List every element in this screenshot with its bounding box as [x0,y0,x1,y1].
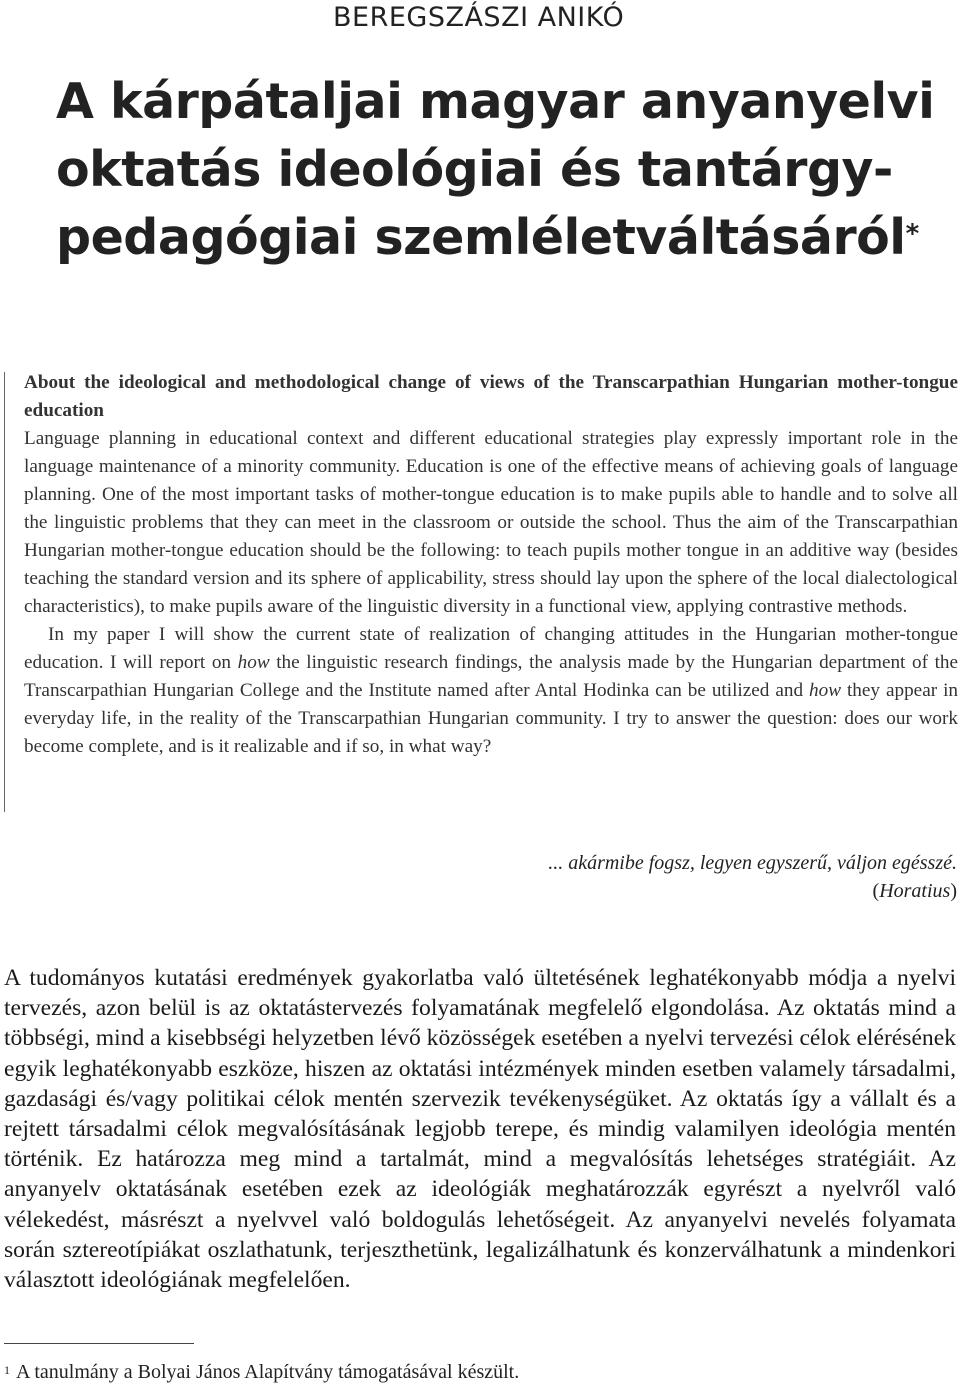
abstract-title: About the ideological and methodological change of views of the Transcarpathian Hungarian mother-tongue education [24,372,958,421]
abstract-paragraph-1: Language planning in educational context and different educational strategies play expressly important role in the language maintenance of a minority community. Education is one of the effective means of achieving goals of language planning. One of the most important tasks of mother-tongue education is to make pupils able to handle and to solve all the linguistic problems that they can meet in the classroom or outside the school. Thus the aim of the Transcarpathian Hungarian mother-tongue education should be the following: to teach pupils mother tongue in an additive way (besides teaching the standard version and its sphere of applicability, stress should lay upon the sphere of the local dialectological characteristics), to make pupils aware of the linguistic diversity in a functional view, applying contrastive methods. [24,428,958,617]
body-paragraph: A tudományos kutatási eredmények gyakorlatba való ültetésének leghatékonyabb módja a nyelvi tervezés, azon belül is az oktatástervezés folyamatának megfelelő elgondolása. Az oktatás mind a többségi, mind a kisebbségi helyzetben lévő közösségek esetében a nyelvi tervezési célok elérésének egyik leghatékonyabb eszköze, hiszen az oktatási intézmények minden esetben valamely társadalmi, gazdasági és/vagy politikai célok mentén szervezik tevékenységüket. Az oktatás így a vállalt és a rejtett társadalmi célok megvalósításának legjobb terepe, és mindig valamilyen ideológia mentén történik. Ez határozza meg mind a tartalmát, mind a megvalósítás lehetséges stratégiáit. Az anyanyelv oktatásának esetében ezek az ideológiák meghatározzák egyrészt a nyelvről való vélekedést, másrészt a nyelvvel való boldogulás lehetőségeit. Az anyanyelvi nevelés folyamata során sztereotípiákat oszlathatunk, terjeszthetünk, legalizálhatunk és konzerválhatunk a mindenkori választott ideológiának megfelelően. [4,965,956,1294]
abstract-p2-part-a: In my paper I will show the current state of realization of changing attitudes in the Hungarian mother-tongue education. I will report on [24,624,958,673]
footnote-divider [4,1343,194,1344]
epigraph [548,849,957,905]
epigraph-author: Horatius [879,880,951,902]
abstract-p2-emphasis-how-2: how [809,680,842,701]
footnote-text: A tanulmány a Bolyai János Alapítvány támogatásával készült. [16,1361,520,1383]
article-title [56,68,936,272]
epigraph-open-paren: ( [872,880,880,902]
epigraph-quote [548,849,957,877]
footnote [4,1358,904,1386]
abstract-p2-part-b: the linguistic research findings, the analysis made by the Hungarian department of the Transcarpathian Hungarian College and the Institute named after Antal Hodinka can be utilized and [24,652,959,701]
footnote-number: 1 [4,1363,10,1377]
abstract-block [24,369,958,761]
epigraph-quote-text: ... akármibe fogsz, legyen egyszerű, váljon egésszé. [548,852,957,874]
epigraph-close-paren: ) [950,880,957,902]
abstract-p2-part-c: they appear in everyday life, in the reality of the Transcarpathian Hungarian community. I try to answer the question: does our work become complete, and is it realizable and if so, in what way? [24,680,958,757]
abstract-side-rule [4,372,5,812]
title-footnote-mark: * [905,219,919,249]
epigraph-attribution [548,877,957,905]
author-name: BEREGSZÁSZI ANIKÓ [333,2,625,33]
abstract-p2-emphasis-how-1: how [237,652,270,673]
article-title-text: A kárpátaljai magyar anyanyelvi oktatás ideológiai és tantárgy-pedagógiai szemléletváltásáról [56,73,935,266]
abstract-paragraph-2 [24,621,958,761]
